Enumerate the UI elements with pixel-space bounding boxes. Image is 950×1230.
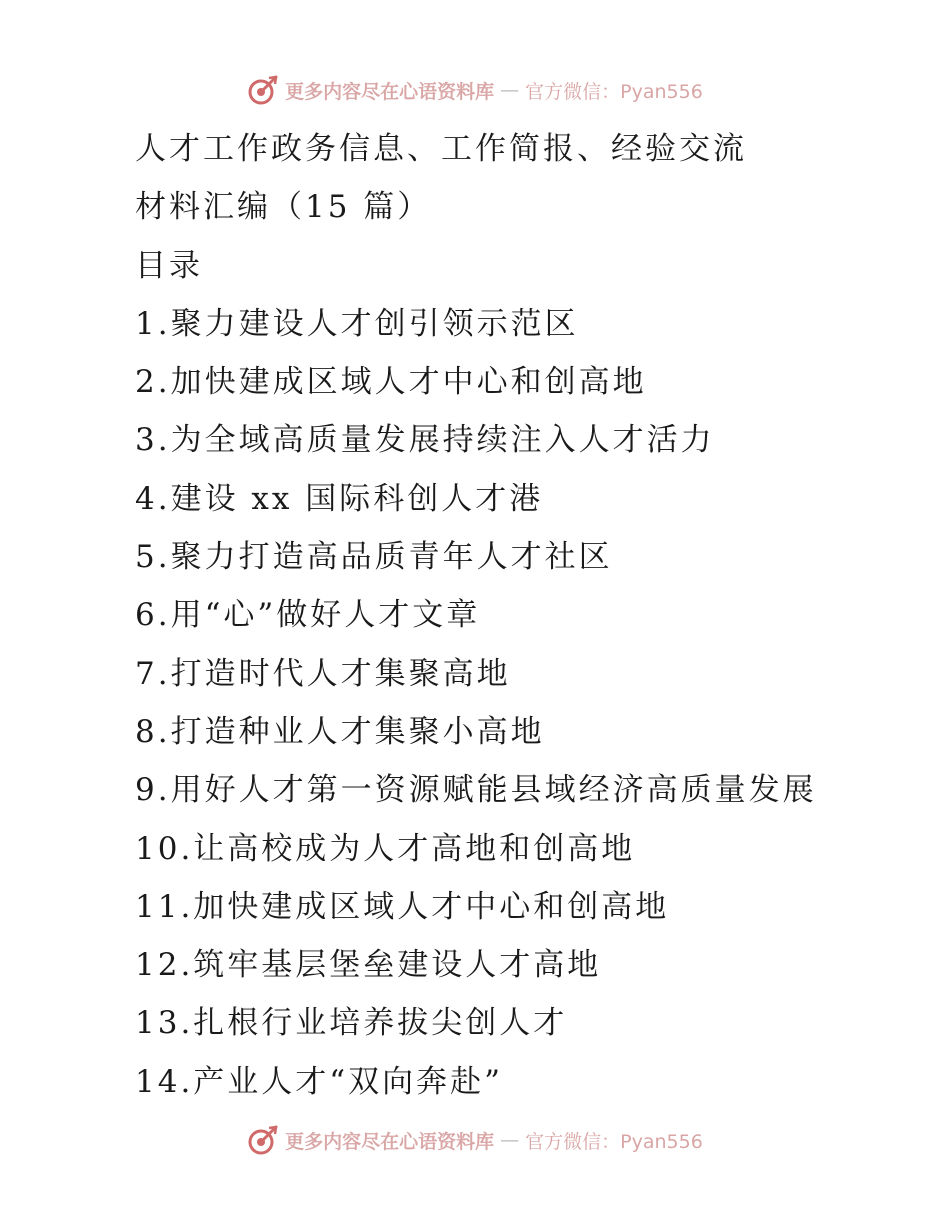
watermark-header (0, 70, 950, 110)
toc-item: 10.让高校成为人才高地和创高地 (135, 830, 636, 867)
toc-item: 13.扎根行业培养拔尖创人才 (135, 1005, 568, 1042)
quill-seal-icon (247, 1124, 279, 1156)
toc-item: 3.为全域高质量发展持续注入人才活力 (135, 422, 715, 459)
watermark-contact-text: 官方微信：Pyan556 (525, 1130, 703, 1153)
toc-item: 7.打造时代人才集聚高地 (135, 655, 511, 692)
document-title-line-2: 材料汇编（15 篇） (135, 189, 432, 226)
toc-item: 8.打造种业人才集聚小高地 (135, 713, 545, 750)
watermark-brand-text: 更多内容尽在心语资料库 (285, 80, 495, 103)
watermark-separator: — (500, 79, 520, 101)
toc-item: 1.聚力建设人才创引领示范区 (135, 305, 579, 342)
toc-item: 5.聚力打造高品质青年人才社区 (135, 539, 613, 576)
document-body (135, 120, 925, 1111)
toc-item: 12.筑牢基层堡垒建设人才高地 (135, 947, 602, 984)
toc-heading: 目录 (135, 247, 203, 284)
toc-item: 6.用“心”做好人才文章 (135, 597, 481, 634)
toc-item: 9.用好人才第一资源赋能县域经济高质量发展 (135, 772, 817, 809)
watermark-separator: — (500, 1129, 520, 1151)
watermark-footer (0, 1120, 950, 1160)
quill-seal-icon (247, 74, 279, 106)
toc-item: 4.建设 xx 国际科创人才港 (135, 480, 544, 517)
document-title-line-1: 人才工作政务信息、工作简报、经验交流 (135, 131, 747, 167)
toc-item: 11.加快建成区域人才中心和创高地 (135, 888, 670, 925)
toc-item: 2.加快建成区域人才中心和创高地 (135, 364, 647, 401)
watermark-brand-text: 更多内容尽在心语资料库 (285, 1130, 495, 1153)
watermark-contact-text: 官方微信：Pyan556 (525, 80, 703, 103)
toc-item: 14.产业人才“双向奔赴” (135, 1063, 503, 1100)
